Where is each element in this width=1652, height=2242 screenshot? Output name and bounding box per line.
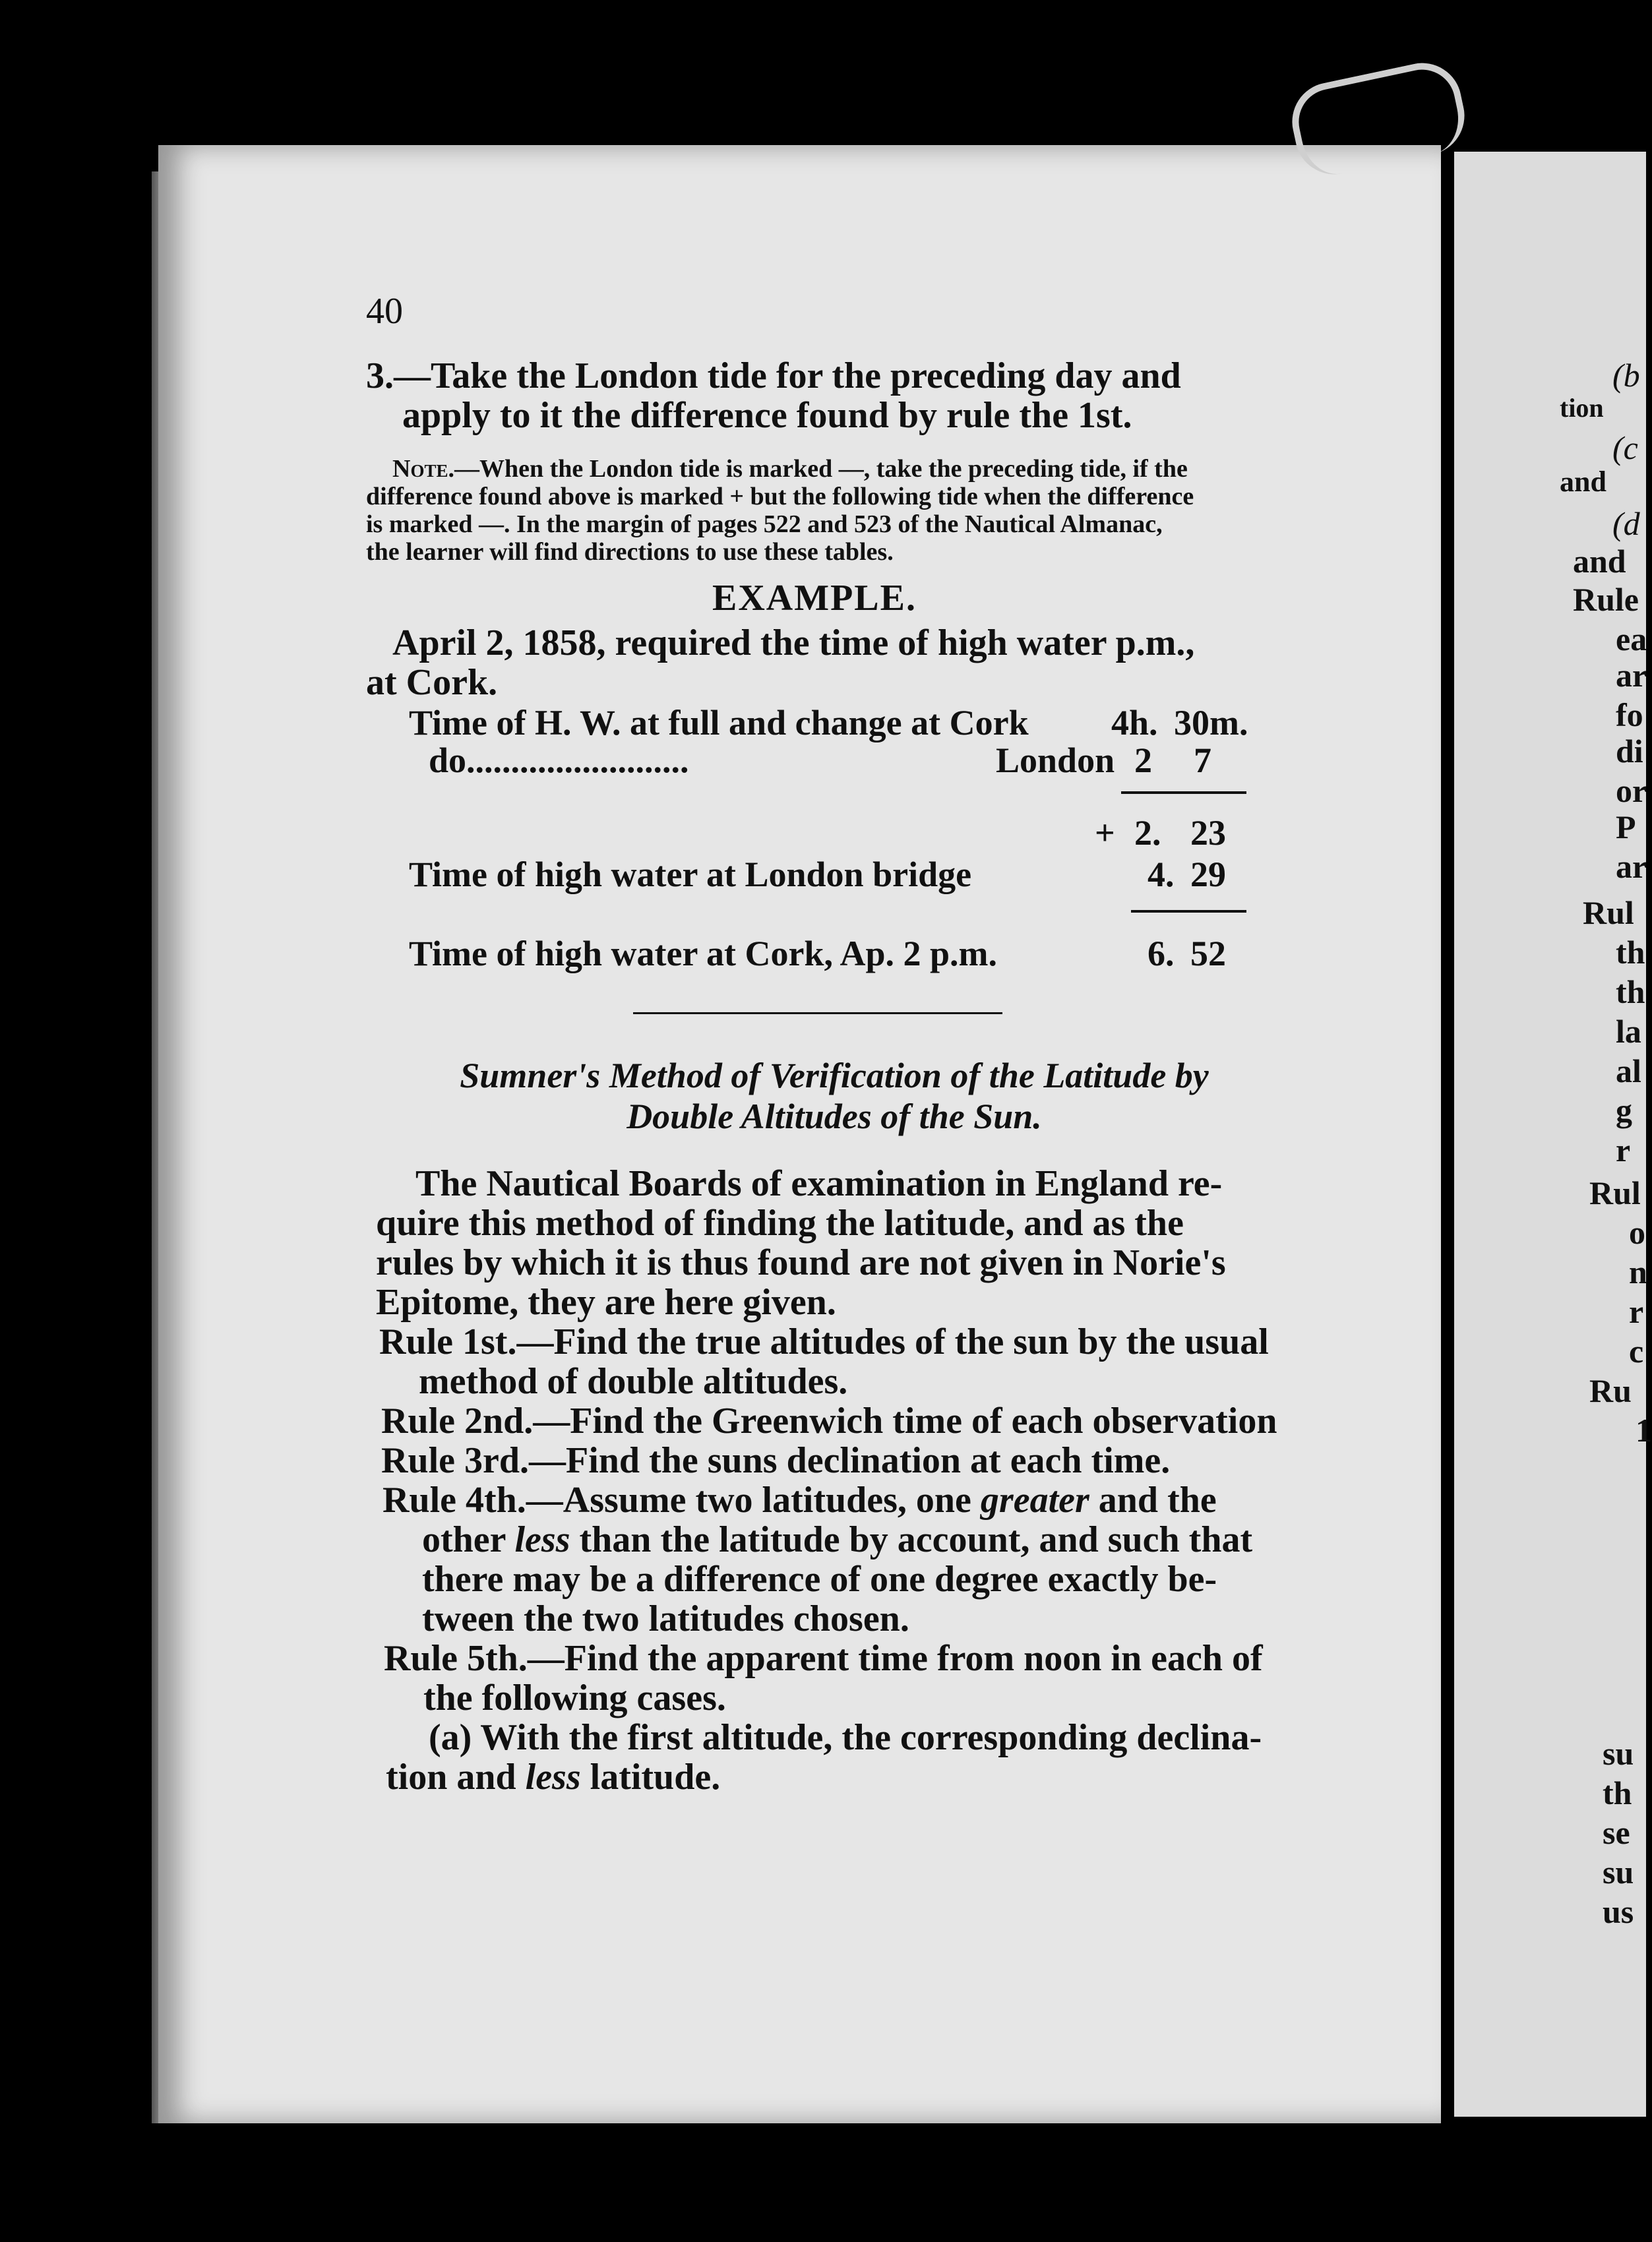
rule-4-line xyxy=(422,1520,1252,1560)
facing-fragment: ar xyxy=(1616,848,1647,885)
facing-fragment: su xyxy=(1603,1735,1634,1772)
facing-fragment: th xyxy=(1603,1774,1632,1811)
intro-line: rules by which it is thus found are not given in Norie's xyxy=(376,1242,1226,1283)
rule-4-line: tween the two latitudes chosen. xyxy=(422,1598,909,1639)
example-heading: EXAMPLE. xyxy=(712,578,917,619)
note-line2: difference found above is marked + but the following tide when the difference xyxy=(366,483,1194,510)
rule-4-text: other xyxy=(422,1519,515,1560)
rule-5-line: the following cases. xyxy=(423,1678,726,1718)
example-row-hours: 2. xyxy=(1134,813,1161,853)
rule-4-emphasis: less xyxy=(514,1519,570,1560)
example-row-minutes: 30m. xyxy=(1174,703,1248,742)
example-intro-line2: at Cork. xyxy=(366,662,498,703)
facing-fragment: and xyxy=(1560,466,1606,498)
facing-fragment: r xyxy=(1629,1293,1644,1330)
example-intro-line1: April 2, 1858, required the time of high water p.m., xyxy=(392,622,1195,663)
facing-fragment: 1 xyxy=(1636,1412,1652,1449)
section-divider xyxy=(633,1012,1002,1014)
rule-2-line: Rule 2nd.—Find the Greenwich time of each observation xyxy=(381,1401,1277,1441)
example-row-hours: 2 xyxy=(1134,741,1152,780)
facing-fragment: n xyxy=(1629,1254,1647,1290)
example-row-label: do......................... xyxy=(429,741,689,780)
facing-fragment: th xyxy=(1616,973,1645,1010)
example-row-hours: 4. xyxy=(1147,855,1175,894)
note-line1 xyxy=(392,455,1188,483)
sum-rule xyxy=(1131,910,1246,913)
facing-fragment: and xyxy=(1573,543,1626,580)
case-a-line: (a) With the first altitude, the corresponding declina- xyxy=(429,1717,1262,1758)
facing-fragment: ar xyxy=(1616,657,1647,694)
facing-fragment: Rule xyxy=(1573,581,1639,618)
intro-line: quire this method of finding the latitude, and as the xyxy=(376,1203,1184,1244)
facing-fragment: o xyxy=(1629,1214,1645,1251)
facing-fragment: al xyxy=(1616,1052,1641,1089)
paper-clip xyxy=(1285,56,1471,182)
example-row-label: Time of H. W. at full and change at Cork xyxy=(409,703,1029,742)
note-line1-text: —When the London tide is marked —, take the preceding tide, if the xyxy=(454,455,1188,483)
facing-fragment: di xyxy=(1616,733,1643,770)
facing-fragment: (c xyxy=(1612,429,1638,466)
facing-fragment: se xyxy=(1603,1814,1630,1851)
facing-fragment: or xyxy=(1616,772,1647,809)
facing-fragment: g xyxy=(1616,1092,1632,1129)
rule-4-text: and the xyxy=(1089,1480,1217,1521)
example-row-hours: 6. xyxy=(1147,934,1175,973)
facing-fragment: r xyxy=(1616,1132,1631,1168)
sumner-title-line1: Sumner's Method of Verification of the Latitude by xyxy=(460,1056,1209,1095)
rule-4-text: Rule 4th.—Assume two latitudes, one xyxy=(382,1480,981,1521)
note-line4: the learner will find directions to use these tables. xyxy=(366,538,894,566)
facing-fragment: Rul xyxy=(1589,1174,1641,1211)
example-row-place: London xyxy=(996,741,1115,780)
rule-5-line: Rule 5th.—Find the apparent time from noon in each of xyxy=(384,1638,1263,1679)
example-row-label: Time of high water at London bridge xyxy=(409,855,972,894)
example-row-minutes: 23 xyxy=(1190,813,1226,853)
facing-fragment: P xyxy=(1616,808,1636,845)
example-row-label: Time of high water at Cork, Ap. 2 p.m. xyxy=(409,934,998,973)
facing-fragment: ea xyxy=(1616,621,1647,657)
rule-4-emphasis: greater xyxy=(980,1480,1089,1521)
rule-1-line: method of double altitudes. xyxy=(419,1361,848,1402)
rule-4-line xyxy=(382,1480,1217,1520)
facing-fragment: su xyxy=(1603,1854,1634,1891)
sum-rule xyxy=(1121,791,1246,794)
note-label: Note. xyxy=(392,455,454,483)
example-row-minutes: 52 xyxy=(1190,934,1226,973)
case-a-line xyxy=(386,1757,720,1797)
rule3-line1: 3.—Take the London tide for the preceding day and xyxy=(366,355,1181,396)
case-a-text: tion and xyxy=(386,1757,526,1798)
intro-line: The Nautical Boards of examination in England re- xyxy=(415,1163,1223,1204)
rule-4-line: there may be a difference of one degree exactly be- xyxy=(422,1559,1217,1600)
page-number: 40 xyxy=(366,291,403,332)
case-a-text: latitude. xyxy=(580,1757,721,1798)
example-row-sign: + xyxy=(1095,813,1115,853)
case-a-emphasis: less xyxy=(525,1757,581,1798)
example-row-minutes: 7 xyxy=(1194,741,1211,780)
rule3-line2: apply to it the difference found by rule the 1st. xyxy=(402,395,1132,436)
facing-fragment: fo xyxy=(1616,696,1643,733)
example-row-hours: 4h. xyxy=(1111,703,1158,742)
facing-fragment: c xyxy=(1629,1333,1644,1370)
note-line3: is marked —. In the margin of pages 522 and 523 of the Nautical Almanac, xyxy=(366,510,1163,538)
rule-4-text: than the latitude by account, and such that xyxy=(570,1519,1253,1560)
facing-fragment: th xyxy=(1616,934,1645,971)
rule-3-line: Rule 3rd.—Find the suns declination at each time. xyxy=(381,1440,1171,1481)
facing-fragment: Ru xyxy=(1589,1372,1632,1409)
sumner-title-line2: Double Altitudes of the Sun. xyxy=(627,1097,1042,1136)
facing-fragment: us xyxy=(1603,1893,1634,1930)
example-row-minutes: 29 xyxy=(1190,855,1226,894)
facing-fragment: tion xyxy=(1560,393,1604,423)
facing-page xyxy=(1454,152,1652,2117)
facing-fragment: (d xyxy=(1612,505,1640,542)
facing-fragment: la xyxy=(1616,1013,1641,1050)
intro-line: Epitome, they are here given. xyxy=(376,1282,836,1323)
facing-fragment: (b xyxy=(1612,357,1640,394)
rule-1-line: Rule 1st.—Find the true altitudes of the sun by the usual xyxy=(379,1321,1269,1362)
facing-fragment: Rul xyxy=(1583,894,1634,931)
